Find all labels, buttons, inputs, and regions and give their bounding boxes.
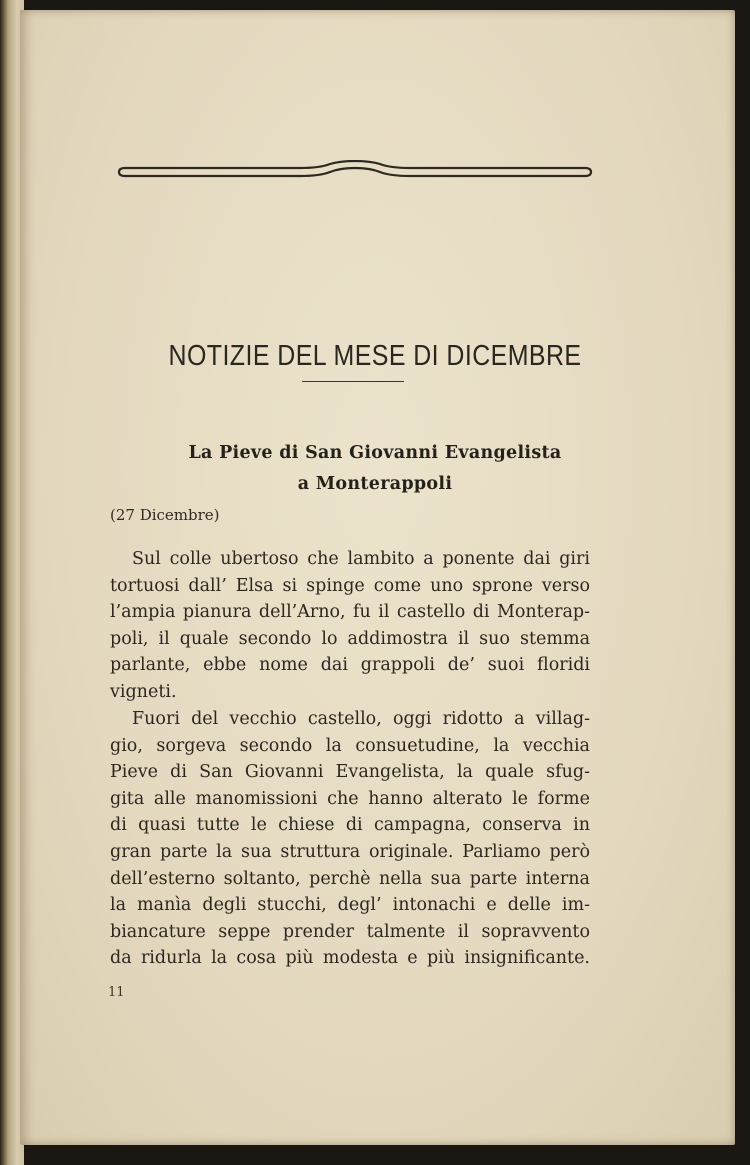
paragraph-line: da ridurla la cosa più modesta e più insignificante. [110,948,590,969]
paragraph-line: di quasi tutte le chiese di campagna, conserva in [110,815,590,836]
paragraph-line: gita alle manomissioni che hanno alterato le forme [110,788,590,809]
paragraph-line: Pieve di San Giovanni Evangelista, la quale sfug- [110,762,590,783]
section-heading-line2: a Monterappoli [297,474,453,494]
paragraph-line: poli, il quale secondo lo addimostra il suo stemma [110,628,590,649]
page-number: 11 [108,985,125,1000]
paragraph-line: Fuori del vecchio castello, oggi ridotto a villag- [132,709,590,729]
title-divider [302,381,404,382]
page-title: NOTIZIE DEL MESE DI DICEMBRE [168,340,582,372]
paragraph-1 [110,546,590,706]
paragraph-line: tortuosi dall’ Elsa si spinge come uno sprone verso [110,575,590,596]
section-date: (27 Dicembre) [110,506,220,524]
paragraph-line: dell’esterno soltanto, perchè nella sua parte interna [110,868,590,889]
paragraph-line: Sul colle ubertoso che lambito a ponente dai giri [132,549,590,569]
paragraph-line: parlante, ebbe nome dai grappoli de’ suoi floridi [110,655,590,676]
decorative-header-rule [115,160,595,190]
paragraph-line: biancature seppe prender talmente il sopravvento [110,921,590,942]
paragraph-line: gio, sorgeva secondo la consuetudine, la vecchia [110,735,590,756]
section-heading-line1: La Pieve di San Giovanni Evangelista [188,443,562,463]
paragraph-line: vigneti. [110,681,177,702]
paragraph-line: l’ampia pianura dell’Arno, fu il castello di Monterap- [110,602,590,623]
paragraph-line: la manìa degli stucchi, degl’ intonachi e delle im- [110,895,590,916]
paragraph-line: gran parte la sua struttura originale. Parliamo però [110,841,590,862]
book-page [20,10,735,1145]
paragraph-2 [110,706,590,972]
